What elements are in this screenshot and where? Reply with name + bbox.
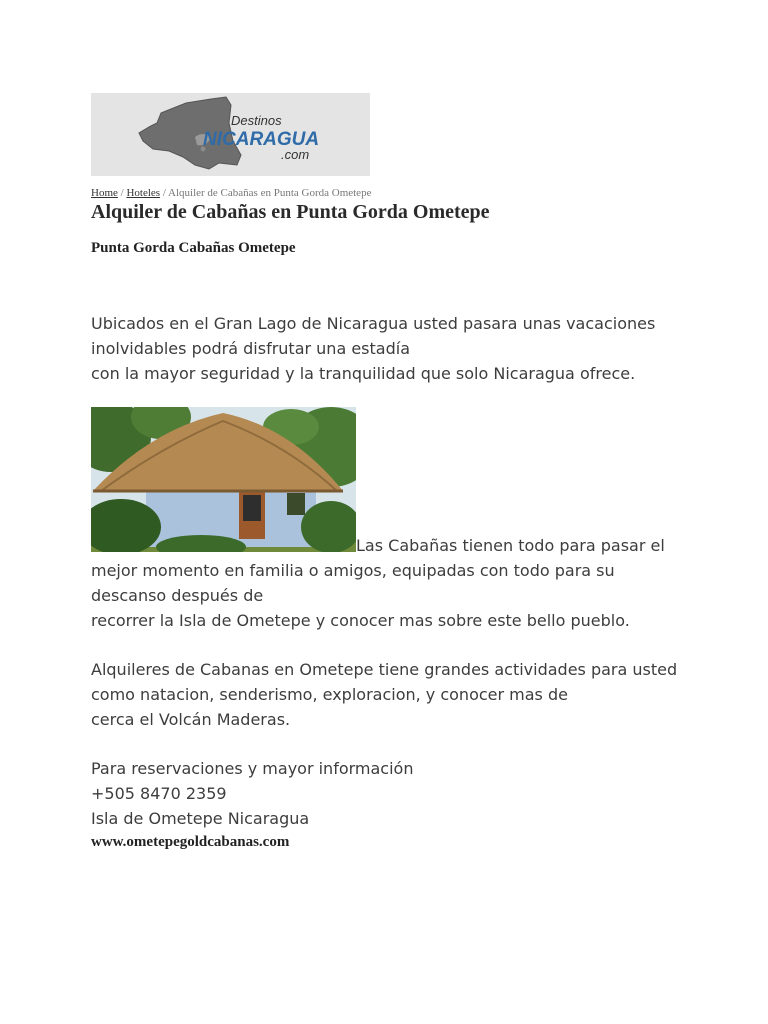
intro-line: con la mayor seguridad y la tranquilidad que solo Nicaragua ofrece. [91, 364, 636, 383]
logo-text-top: Destinos [231, 113, 282, 128]
logo-text-domain: .com [281, 147, 310, 162]
contact-paragraph [91, 756, 413, 831]
intro-line: inolvidables podrá disfrutar una estadía [91, 339, 410, 358]
breadcrumb-hotels-link[interactable]: Hoteles [126, 187, 161, 199]
breadcrumb-current: Alquiler de Cabañas en Punta Gorda Ometepe [168, 187, 372, 199]
breadcrumb-home-link[interactable]: Home [91, 187, 118, 199]
nicaragua-map-icon [91, 93, 370, 176]
site-logo[interactable] [91, 93, 370, 176]
cabins-line: Las Cabañas tienen todo para pasar el [356, 536, 665, 555]
activities-line: como natacion, senderismo, exploracion, y conocer mas de [91, 685, 568, 704]
logo-text-main: NICARAGUA [203, 129, 320, 150]
activities-paragraph [91, 657, 677, 732]
cabins-line: recorrer la Isla de Ometepe y conocer mas sobre este bello pueblo. [91, 611, 630, 630]
cabins-first-line [356, 533, 665, 558]
page-subtitle: Punta Gorda Cabañas Ometepe [91, 240, 296, 256]
contact-label: Para reservaciones y mayor información [91, 759, 414, 778]
breadcrumb-separator: / [160, 187, 169, 199]
intro-paragraph [91, 311, 655, 386]
intro-line: Ubicados en el Gran Lago de Nicaragua usted pasara unas vacaciones [91, 314, 656, 333]
contact-location: Isla de Ometepe Nicaragua [91, 809, 310, 828]
activities-line: cerca el Volcán Maderas. [91, 710, 291, 729]
breadcrumb [91, 187, 371, 199]
website-link[interactable]: www.ometepegoldcabanas.com [91, 834, 290, 850]
breadcrumb-separator: / [117, 187, 127, 199]
contact-phone: +505 8470 2359 [91, 784, 227, 803]
activities-line: Alquileres de Cabanas en Ometepe tiene grandes actividades para usted [91, 660, 678, 679]
page-title: Alquiler de Cabañas en Punta Gorda Ometepe [91, 201, 490, 223]
cabins-line: mejor momento en familia o amigos, equipadas con todo para su [91, 561, 615, 580]
cabins-line: descanso después de [91, 586, 264, 605]
cabin-photo [91, 407, 356, 552]
cabins-paragraph [91, 558, 630, 633]
